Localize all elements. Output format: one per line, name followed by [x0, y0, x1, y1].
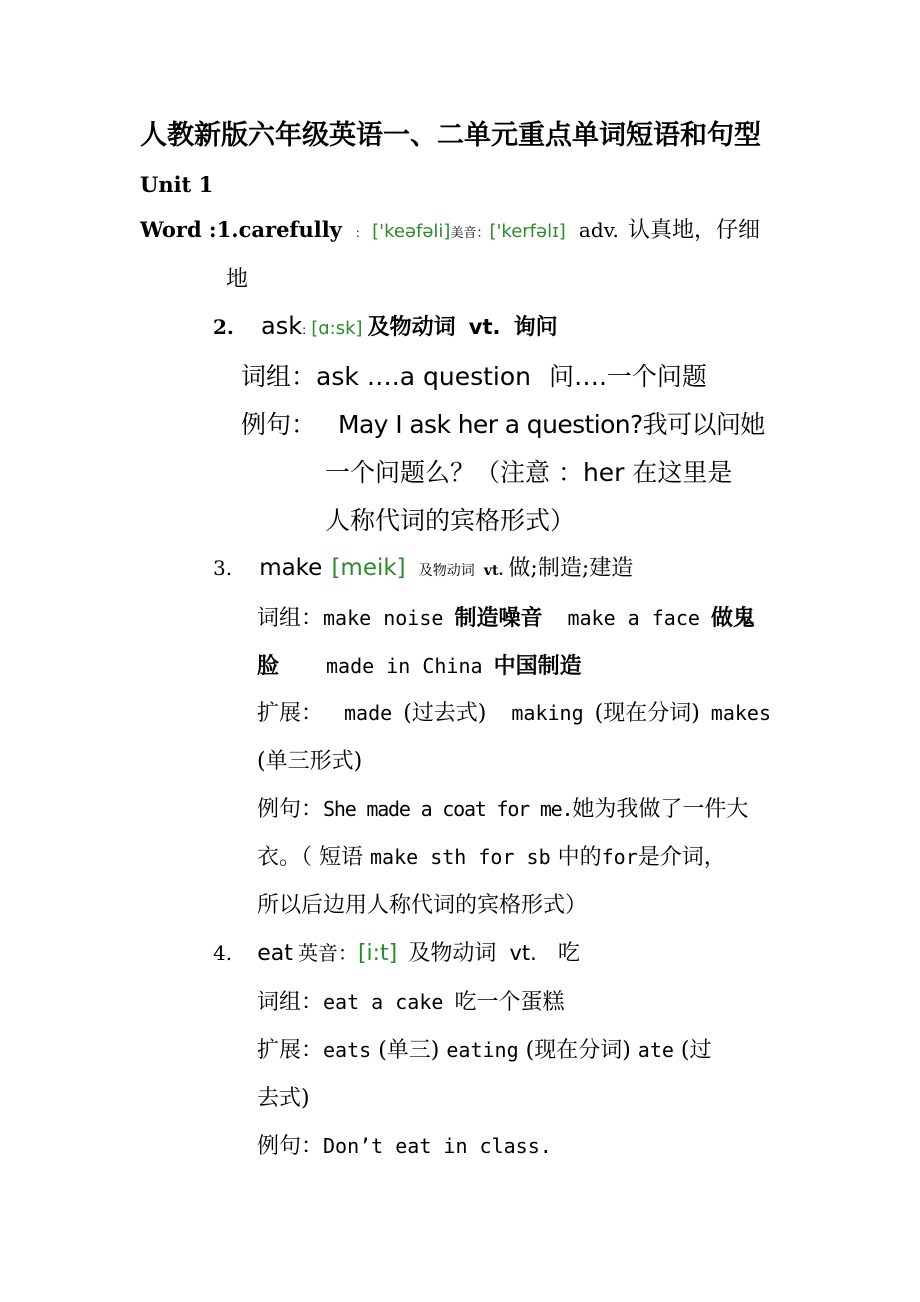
word-4-uk-label: 英音：: [297, 941, 358, 965]
word-4-pos: vt.: [509, 941, 537, 965]
word-3-phrase-2b-cn: 中国制造: [493, 653, 582, 679]
word-3-example-2d: for: [601, 845, 638, 869]
word-4-example: Don’t eat in class.: [323, 1134, 552, 1158]
word-3-example-2b: make sth for sb: [370, 845, 551, 869]
word-1-us-label: 美音：: [450, 226, 490, 241]
word-3-ext-1a-cn: (过去式): [403, 701, 487, 726]
word-3-ext-1b-cn: (现在分词): [594, 701, 700, 726]
word-3-phrase-label: 词组：: [257, 606, 324, 631]
word-3-phrase-1b-cn: 做鬼: [710, 605, 755, 631]
word-2-meaning: 询问: [513, 314, 558, 340]
word-3-ext-1c: makes: [710, 701, 771, 725]
unit-heading: Unit 1: [140, 172, 214, 197]
word-4-ext-a: eats: [323, 1038, 372, 1062]
word-4-line: [213, 943, 580, 965]
word-4-ext-b: eating: [446, 1038, 519, 1062]
word-4-ext-b-cn: (现在分词): [525, 1038, 631, 1063]
word-1-line: [140, 219, 760, 242]
word-4-phrase-cn: 吃一个蛋糕: [454, 990, 565, 1015]
word-3-phrase-2b: made in China: [326, 654, 483, 678]
word-3-phrase-1b: make a face: [567, 606, 700, 630]
word-3-phrase-2a: 脸: [257, 653, 280, 679]
word-3-ext-1a: made: [344, 701, 393, 725]
word-3-example-label: 例句：: [257, 797, 324, 822]
word-3-example-cn: 她为我做了一件大: [572, 797, 749, 822]
word-4-phrase: eat a cake: [323, 990, 444, 1014]
word-3-example-line-2: [257, 847, 726, 869]
word-2-phrase-label: 词组：: [241, 362, 317, 391]
word-3-ext-l2: (单三形式): [257, 749, 363, 774]
word-4-example-label: 例句：: [257, 1134, 324, 1159]
word-2-pos: vt.: [468, 315, 501, 339]
word-3-example-line-1: [257, 799, 748, 821]
word-2-example-label: 例句：: [241, 410, 317, 439]
word-4-ext-c: ate: [637, 1038, 674, 1062]
word-2-example-l1: May I ask her a question?我可以问她: [337, 410, 765, 439]
word-2-pos-cn: 及物动词: [367, 314, 456, 340]
word-3-example-2a: 衣。（ 短语: [257, 845, 363, 870]
word-3-ext-line-1: [257, 703, 771, 725]
word-4-phrase-line: [257, 992, 564, 1014]
word-2-phrase-line: [241, 364, 707, 389]
word-3-example-2e: 是介词，: [637, 845, 726, 870]
word-2-word: ask: [260, 312, 303, 340]
word-4-ext-l2: 去式): [257, 1086, 310, 1111]
word-3-num: 3.: [213, 556, 233, 580]
word-2-example-line-1: [241, 412, 765, 437]
word-1-sep: ：: [354, 226, 367, 240]
word-3-example-l3: 所以后边用人称代词的宾格形式）: [257, 893, 588, 918]
word-3-pos: vt.: [483, 563, 504, 579]
word-2-example-l2: 一个问题么？（注意 ：her 在这里是: [325, 458, 733, 487]
word-2-phrase: ask ….a question: [316, 362, 532, 391]
word-4-example-line: [257, 1136, 552, 1158]
word-4-ipa: [i:t]: [357, 941, 398, 966]
word-3-example-2c: 中的: [557, 845, 602, 870]
word-3-ext-label: 扩展：: [257, 701, 324, 726]
word-1-meaning-wrap: 地: [226, 267, 249, 292]
word-4-ext-a-cn: (单三): [378, 1038, 440, 1063]
word-3-pos-cn: 及物动词: [418, 563, 475, 579]
word-3-phrase-1a: make noise: [323, 606, 444, 630]
word-2-num: 2.: [213, 315, 234, 339]
word-3-line: [213, 557, 633, 580]
word-3-ipa: [meik]: [331, 555, 406, 581]
word-3-phrase-line-2: [257, 655, 582, 678]
word-2-example-l3: 人称代词的宾格形式）: [325, 506, 576, 535]
word-4-phrase-label: 词组：: [257, 990, 324, 1015]
word-4-ext-c-cn: (过: [680, 1038, 712, 1063]
word-1-pos: adv.: [578, 218, 619, 242]
word-4-meaning: 吃: [557, 941, 580, 966]
word-2-sep: :: [302, 323, 307, 337]
word-4-ext-label: 扩展：: [257, 1038, 324, 1063]
word-4-num: 4.: [213, 941, 233, 965]
word-4-word: eat: [257, 941, 293, 966]
word-3-example-en: She made a coat for me.: [323, 797, 573, 821]
word-1-meaning: 认真地，仔细: [628, 218, 761, 243]
page-title: 人教新版六年级英语一、二单元重点单词短语和句型: [140, 120, 761, 151]
word-3-word: make: [259, 555, 323, 581]
word-3-ext-1b: making: [511, 701, 584, 725]
word-3-phrase-line-1: [257, 607, 755, 630]
word-2-ipa: [ɑ:sk]: [311, 318, 363, 339]
word-2-line: [213, 314, 558, 338]
word-3-phrase-1a-cn: 制造噪音: [454, 605, 543, 631]
word-2-phrase-cn: 问….一个问题: [548, 362, 707, 391]
word-1-ipa-uk: ['keəfəli]: [372, 221, 451, 242]
word-4-ext-line-1: [257, 1040, 712, 1062]
word-1-ipa-us: ['kerfəlɪ]: [489, 221, 566, 242]
word-3-meaning: 做;制造;建造: [508, 556, 634, 581]
word-1-prefix: Word :1.carefully: [140, 217, 342, 242]
word-4-pos-cn: 及物动词: [408, 941, 497, 966]
